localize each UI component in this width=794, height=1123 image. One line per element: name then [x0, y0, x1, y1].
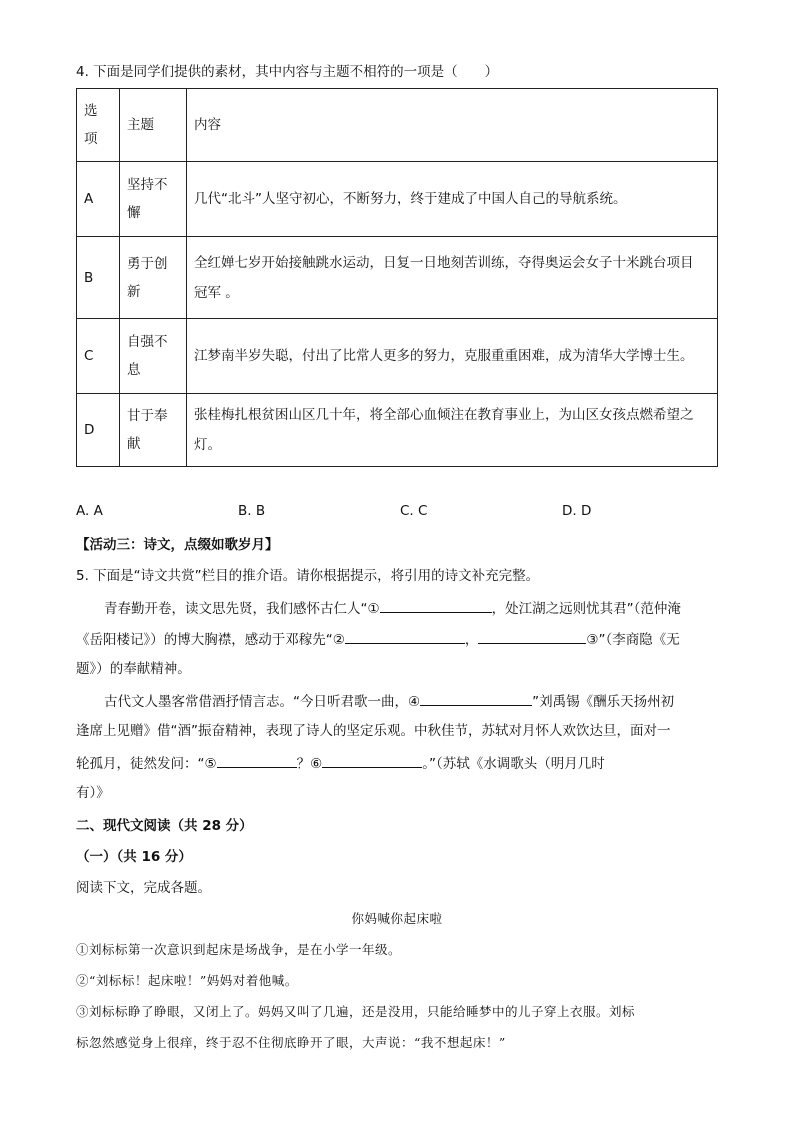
choice-a[interactable]: A. A	[76, 503, 103, 519]
table-row	[77, 394, 718, 467]
row-option: C	[77, 319, 120, 394]
row-content: 张桂梅扎根贫困山区几十年，将全部心血倾注在教育事业上，为山区女孩点燃希望之灯。	[187, 394, 718, 467]
table-row	[77, 162, 718, 237]
section-2-heading: 二、现代文阅读（共 28 分）	[76, 818, 253, 834]
story-paragraph-3-line-1: ③刘标标睁了睁眼，又闭上了。妈妈又叫了几遍，还是没用，只能给睡梦中的儿子穿上衣服。刘标	[76, 1004, 636, 1019]
q5-paragraph-1-line-1: 青春勤开卷，读文思先贤，我们感怀古仁人“① ，处江湖之远则忧其君”（范仲淹	[104, 597, 681, 619]
row-theme: 自强不息	[120, 319, 187, 394]
blank-2[interactable]	[345, 628, 465, 644]
row-theme: 勇于创新	[120, 237, 187, 319]
story-paragraph-2: ②“刘标标！起床啦！”妈妈对着他喊。	[76, 973, 298, 988]
q5-paragraph-1-line-2: 《岳阳楼记》）的博大胸襟，感动于邓稼先“② ， ③”（李商隐《无	[76, 628, 680, 650]
table-header-row	[77, 89, 718, 162]
q5-paragraph-2-line-1: 古代文人墨客常借酒抒情言志。“今日听君歌一曲，④ ”刘禹锡《酬乐天扬州初	[104, 690, 674, 712]
choice-d[interactable]: D. D	[562, 503, 592, 519]
row-theme: 甘于奉献	[120, 394, 187, 467]
q5-paragraph-1-line-3: 题》）的奉献精神。	[76, 661, 191, 677]
blank-5[interactable]	[217, 752, 297, 768]
row-content: 全红婵七岁开始接触跳水运动，日复一日地刻苦训练，夺得奥运会女子十米跳台项目冠军 。	[187, 237, 718, 319]
header-theme: 主题	[120, 89, 187, 162]
activity-3-heading: 【活动三：诗文，点缀如歌岁月】	[76, 537, 279, 553]
blank-6[interactable]	[322, 752, 422, 768]
q5-paragraph-2-line-3: 轮孤月，徒然发问：“⑤ ？⑥ 。”（苏轼《水调歌头（明月几时	[76, 752, 605, 774]
choice-b[interactable]: B. B	[238, 503, 266, 519]
row-option: D	[77, 394, 120, 467]
question-4-stem: 4. 下面是同学们提供的素材，其中内容与主题不相符的一项是（ ）	[76, 64, 499, 80]
question-5-stem: 5. 下面是“诗文共赏”栏目的推介语。请你根据提示，将引用的诗文补充完整。	[76, 568, 540, 584]
blank-1[interactable]	[380, 597, 492, 613]
blank-3[interactable]	[478, 628, 586, 644]
story-paragraph-3-line-2: 标忽然感觉身上很痒，终于忍不住彻底睁开了眼，大声说：“我不想起床！”	[76, 1035, 506, 1050]
header-content: 内容	[187, 89, 718, 162]
reading-instruction: 阅读下文，完成各题。	[76, 880, 211, 896]
row-content: 江梦南半岁失聪，付出了比常人更多的努力，克服重重困难，成为清华大学博士生。	[187, 319, 718, 394]
row-theme: 坚持不懈	[120, 162, 187, 237]
q5-paragraph-2-line-4: 有）》	[76, 785, 110, 801]
blank-4[interactable]	[420, 690, 532, 706]
options-table	[76, 88, 718, 467]
part-1-heading: （一）（共 16 分）	[76, 849, 192, 865]
story-paragraph-1: ①刘标标第一次意识到起床是场战争，是在小学一年级。	[76, 942, 402, 957]
row-option: A	[77, 162, 120, 237]
row-option: B	[77, 237, 120, 319]
table-row	[77, 237, 718, 319]
row-content: 几代“北斗”人坚守初心，不断努力，终于建成了中国人自己的导航系统。	[187, 162, 718, 237]
table-row	[77, 319, 718, 394]
story-title: 你妈喊你起床啦	[351, 911, 443, 926]
q5-paragraph-2-line-2: 逢席上见赠》借“酒”振奋精神，表现了诗人的坚定乐观。中秋佳节，苏轼对月怀人欢饮达旦，面对一	[76, 723, 671, 739]
header-option: 选项	[77, 89, 120, 162]
choice-c[interactable]: C. C	[400, 503, 428, 519]
